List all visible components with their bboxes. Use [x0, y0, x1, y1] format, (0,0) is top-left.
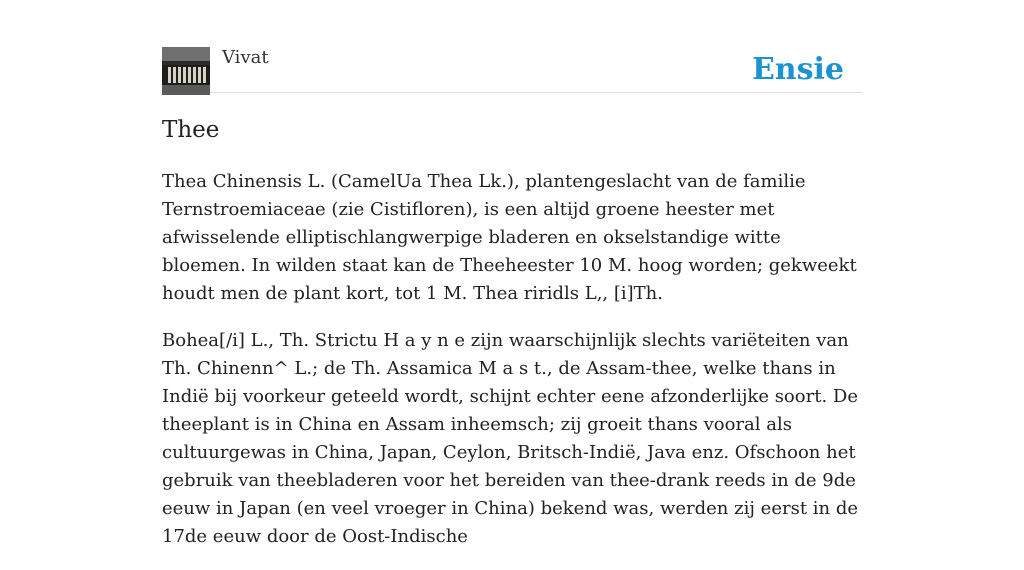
article-paragraph: Bohea[/i] L., Th. Strictu H a y n e zijn waarschijnlijk slechts variëteiten van Th. Chinenn^ L.; de Th. Assamica M a s t., de Assam-thee, welke thans in Indië bij voorkeur geteeld wordt, schijnt echter eene afzonderlijke soort. De theeplant is in China en Assam inheemsch; zij groeit thans vooral als cultuurgewas in China, Japan, Ceylon, Britsch-Indië, Java enz. Ofschoon het gebruik van theebladeren voor het bereiden van thee-drank reeds in de 9de eeuw in Japan (en veel vroeger in China) bekend was, werden zij eerst in de 17de eeuw door de Oost-Indische — [162, 330, 859, 547]
bookshelf-image-icon — [162, 47, 210, 95]
article-paragraph: Thea Chinensis L. (CamelUa Thea Lk.), plantengeslacht van de familie Ternstroemiaceae (zie Cistifloren), is een altijd groene heester met afwisselende elliptischlangwerpige bladeren en okselstandige witte bloemen. In wilden staat kan de Theeheester 10 M. hoog worden; gekweekt houdt men de plant kort, tot 1 M. Thea riridls L,, [i]Th. — [162, 171, 857, 304]
ensie-logo-link[interactable]: Ensie — [751, 52, 844, 87]
author-link[interactable]: Vivat — [222, 47, 269, 68]
article-title: Thee — [162, 117, 220, 143]
article-body — [162, 168, 862, 570]
avatar[interactable] — [162, 47, 210, 95]
header — [162, 47, 862, 93]
